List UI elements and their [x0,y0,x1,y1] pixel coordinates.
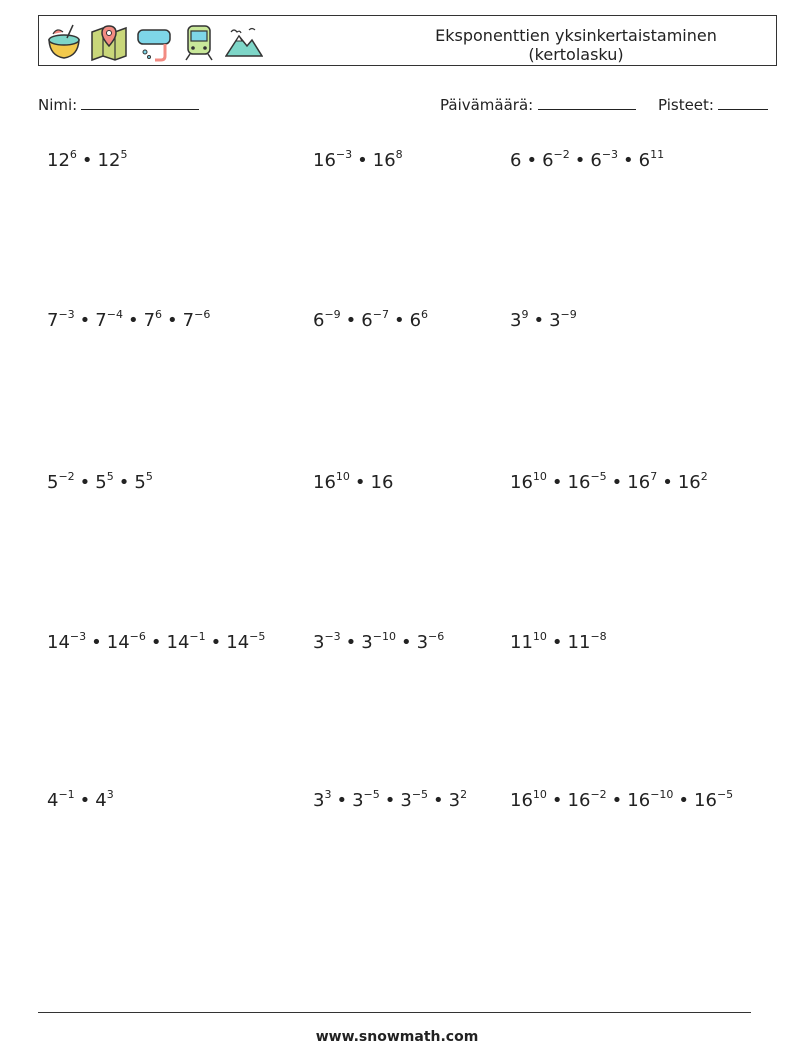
base: 16 [627,790,651,811]
base: 11 [510,632,533,653]
problem-13 [47,790,114,811]
multiply-dot: • [91,632,102,653]
date-field[interactable] [440,94,636,114]
exponent: −1 [58,788,75,801]
exponent: −6 [194,308,211,321]
base: 6 [542,150,554,171]
multiply-dot: • [678,790,690,811]
score-label: Pisteet: [658,96,714,114]
mountains-icon [225,22,263,62]
exponent: 9 [521,308,529,321]
footer-divider [38,1012,751,1013]
base: 4 [95,790,107,811]
base: 6 [361,310,373,331]
exponent: 3 [324,788,332,801]
base: 3 [361,632,373,653]
base: 4 [47,790,59,811]
exponent: −5 [363,788,380,801]
worksheet-title [426,26,726,64]
exponent: −10 [372,630,396,643]
multiply-dot: • [79,472,91,493]
problem-1 [47,150,127,171]
base: 3 [416,632,429,653]
exponent: 10 [335,470,350,483]
title-line-2: (kertolasku) [528,45,624,64]
exponent: −7 [372,308,389,321]
multiply-dot: • [433,790,444,811]
base: 3 [313,632,325,653]
exponent: −3 [324,630,341,643]
multiply-dot: • [574,150,586,171]
base: 5 [95,472,107,493]
problem-6 [510,310,577,331]
problem-7 [47,472,153,493]
title-line-1: Eksponenttien yksinkertaistaminen [435,26,717,45]
base: 12 [97,150,121,171]
exponent: −10 [650,788,674,801]
exponent: 3 [106,788,114,801]
exponent: −3 [58,308,75,321]
base: 16 [677,472,701,493]
exponent: 6 [421,308,429,321]
coconut-drink-icon [45,22,83,62]
exponent: −3 [601,148,619,161]
base: 7 [47,310,59,331]
exponent: 11 [650,148,665,161]
problem-5 [313,310,428,331]
problem-8 [313,472,393,493]
base: 6 [510,150,522,171]
exponent: −5 [411,788,429,801]
multiply-dot: • [79,790,91,811]
base: 6 [590,150,602,171]
exponent: −2 [590,788,607,801]
exponent: 6 [155,308,163,321]
exponent: −4 [106,308,123,321]
problem-4 [47,310,210,331]
base: 3 [313,790,325,811]
exponent: 10 [532,630,547,643]
exponent: −9 [560,308,577,321]
base: 6 [409,310,422,331]
multiply-dot: • [526,150,538,171]
multiply-dot: • [623,150,634,171]
base: 16 [694,790,717,811]
date-blank[interactable] [538,94,636,110]
problem-3 [510,150,664,171]
date-label: Päivämäärä: [440,96,534,114]
exponent: −5 [590,470,607,483]
multiply-dot: • [551,632,563,653]
multiply-dot: • [357,150,368,171]
multiply-dot: • [611,472,623,493]
base: 16 [567,472,591,493]
multiply-dot: • [551,472,563,493]
exponent: −2 [58,470,75,483]
multiply-dot: • [127,310,139,331]
multiply-dot: • [210,632,222,653]
problem-9 [510,472,708,493]
exponent: 10 [532,470,547,483]
base: 16 [372,150,396,171]
exponent: 5 [145,470,153,483]
problem-15 [510,790,733,811]
multiply-dot: • [150,632,162,653]
multiply-dot: • [79,310,91,331]
base: 6 [638,150,651,171]
problem-10 [47,632,265,653]
exponent: −9 [324,308,341,321]
base: 7 [143,310,156,331]
multiply-dot: • [336,790,348,811]
base: 16 [510,790,533,811]
exponent: 10 [532,788,547,801]
exponent: 5 [106,470,114,483]
exponent: −6 [428,630,445,643]
base: 7 [95,310,107,331]
base: 5 [47,472,59,493]
multiply-dot: • [167,310,178,331]
base: 3 [352,790,364,811]
exponent: 6 [69,148,77,161]
problem-12 [510,632,607,653]
base: 3 [549,310,561,331]
base: 14 [47,632,70,653]
score-blank[interactable] [718,94,768,110]
icon-strip [45,22,263,62]
exponent: 7 [650,470,658,483]
multiply-dot: • [354,472,366,493]
base: 7 [182,310,195,331]
exponent: −8 [590,630,607,643]
base: 16 [510,472,533,493]
base: 16 [627,472,651,493]
base: 12 [47,150,70,171]
multiply-dot: • [393,310,405,331]
multiply-dot: • [611,790,623,811]
multiply-dot: • [384,790,396,811]
exponent: −5 [249,630,266,643]
name-field[interactable] [38,94,199,114]
base: 14 [226,632,250,653]
base: 11 [567,632,591,653]
score-field[interactable] [658,94,768,114]
base: 3 [448,790,461,811]
exponent: −3 [335,148,353,161]
footer-url: www.snowmath.com [315,1029,479,1045]
exponent: 2 [460,788,468,801]
exponent: 8 [395,148,403,161]
name-blank[interactable] [81,94,199,110]
exponent: −3 [69,630,87,643]
train-icon [180,22,218,62]
exponent: −1 [189,630,206,643]
name-label: Nimi: [38,96,78,114]
base: 16 [567,790,591,811]
problem-11 [313,632,444,653]
base: 16 [370,472,394,493]
exponent: −5 [716,788,734,801]
multiply-dot: • [345,310,357,331]
header-box [38,15,777,66]
problem-2 [313,150,403,171]
multiply-dot: • [345,632,357,653]
exponent: −6 [129,630,146,643]
multiply-dot: • [533,310,545,331]
multiply-dot: • [662,472,673,493]
exponent: 2 [700,470,708,483]
multiply-dot: • [118,472,130,493]
base: 6 [313,310,325,331]
base: 5 [134,472,146,493]
base: 3 [400,790,412,811]
snorkel-mask-icon [135,22,173,62]
multiply-dot: • [400,632,412,653]
base: 14 [166,632,190,653]
base: 3 [510,310,522,331]
multiply-dot: • [81,150,93,171]
problem-14 [313,790,467,811]
exponent: 5 [120,148,128,161]
base: 16 [313,472,336,493]
exponent: −2 [553,148,570,161]
base: 14 [106,632,130,653]
map-pin-icon [90,22,128,62]
base: 16 [313,150,336,171]
multiply-dot: • [551,790,563,811]
